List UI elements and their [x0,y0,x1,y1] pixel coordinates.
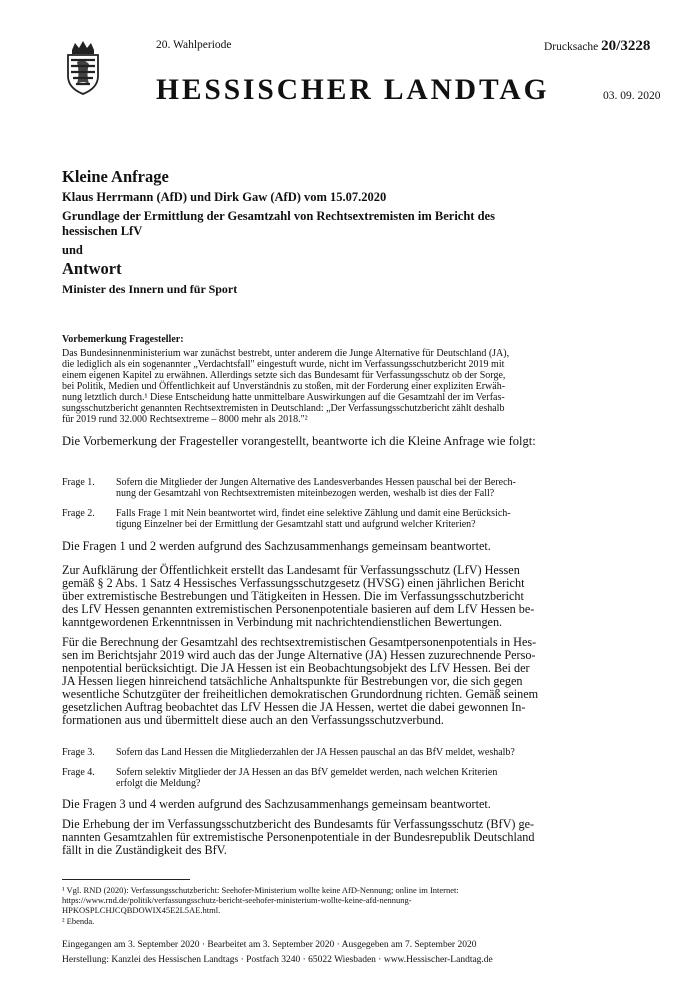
frage-label: Frage 3. [62,747,95,758]
frage-text: tigung Einzelner bei der Ermittlung der Gesamtzahl statt und aufgrund welcher Kriterien? [116,519,476,530]
answer-line: kanntgewordenen Erkenntnissen in Verbindung mit nachrichtendienstlichen Bewertungen. [62,615,503,629]
frage-text: nung der Gesamtzahl von Rechtsextremisten miteinbezogen werden, weshalb ist dies der Fall? [116,488,495,499]
vorbemerkung-line: nung letztlich durch.¹ Diese Entscheidung hatte unmittelbare Auswirkungen auf die Gesamtzahl der im Verfas- [62,392,505,403]
answer-line: nenpotential berücksichtigt. Die JA Hessen ist ein Beobachtungsobjekt des LfV Hessen. Bei der [62,661,530,675]
antwort-heading: Antwort [62,259,122,278]
lead-sentence: Die Vorbemerkung der Fragesteller vorangestellt, beantworte ich die Kleine Anfrage wie folgt: [62,434,536,448]
kleine-anfrage-heading: Kleine Anfrage [62,167,169,186]
wahlperiode: 20. Wahlperiode [156,39,232,51]
frage-label: Frage 2. [62,508,95,519]
answer-line: formationen aus und übermittelt diese auch an den Verfassungsschutzverbund. [62,713,444,727]
frage-text: Falls Frage 1 mit Nein beantwortet wird, findet eine selektive Zählung und damit eine Berücksich- [116,508,511,519]
answer-line: gemäß § 2 Abs. 1 Satz 4 Hessisches Verfassungsschutzgesetz (HVSG) einen jährlichen Bericht [62,576,525,590]
process-dates: Eingegangen am 3. September 2020 · Bearbeitet am 3. September 2020 · Ausgegeben am 7. September 2020 [62,940,477,950]
answer-line: Für die Berechnung der Gesamtzahl des rechtsextremistischen Gesamtpersonenpotentials in Hes- [62,635,537,649]
und-label: und [62,243,83,257]
answer-intro: Die Fragen 1 und 2 werden aufgrund des Sachzusammenhangs gemeinsam beantwortet. [62,539,491,553]
document-date: 03. 09. 2020 [603,90,661,102]
frage-label: Frage 1. [62,477,95,488]
subject [62,209,522,239]
vorbemerkung-line: einem eigenen Kapitel zu erwähnen. Allerdings setzte sich das Bundesamt für Verfassungsschutz ob der Sorge, [62,370,506,381]
drucksache-number: 20/3228 [601,38,651,54]
frage-text: Sofern das Land Hessen die Mitgliederzahlen der JA Hessen pauschal an das BfV meldet, weshalb? [116,747,515,758]
minister: Minister des Innern und für Sport [62,282,238,296]
frage-label: Frage 4. [62,767,95,778]
footnote-line: ² Ebenda. [62,916,95,926]
footnote-divider [62,879,190,880]
authors: Klaus Herrmann (AfD) und Dirk Gaw (AfD) vom 15.07.2020 [62,190,387,204]
answer-line: JA Hessen liegen hinreichend tatsächliche Anhaltspunkte für Bestrebungen vor, die sich gegen [62,674,523,688]
subject-line: hessischen LfV [62,224,143,238]
frage-text: Sofern die Mitglieder der Jungen Alternative des Landesverbandes Hessen pauschal bei der Berech- [116,477,516,488]
vorbemerkung-line: Das Bundesinnenministerium war zunächst bestrebt, unter anderem die Junge Alternative für Deutschland (JA), [62,348,510,359]
footnote-line: ¹ Vgl. RND (2020): Verfassungsschutzbericht: Seehofer-Ministerium wollte keine AfD-Nennung; online im Internet: [62,885,459,895]
drucksache-label: Drucksache [544,41,599,53]
vorbemerkung-line: die lediglich als ein sogenannter „Verdachtsfall" eingestuft wurde, nicht im Verfassungsschutzbericht 2019 mit [62,359,505,370]
imprint: Herstellung: Kanzlei des Hessischen Landtags · Postfach 3240 · 65022 Wiesbaden · www.Hessischer-Landtag.de [62,955,493,965]
answer-line: wesentliche Schutzgüter der freiheitlichen demokratischen Grundordnung richten. Gemäß seinem [62,687,539,701]
subject-line: Grundlage der Ermittlung der Gesamtzahl von Rechtsextremisten im Bericht des [62,209,495,223]
hessen-crest-logo [62,40,104,96]
vorbemerkung-line: bei Politik, Medien und Öffentlichkeit auf Unverständnis zu stoßen, mit der Forderung einer expliziten Erwäh- [62,381,506,392]
footnote-link[interactable]: https://www.rnd.de/politik/verfassungsschutz-bericht-seehofer-ministerium-wollte-keine-afd-nennung- [62,895,412,905]
vorbemerkung-heading: Vorbemerkung Fragesteller: [62,334,184,345]
footnote-link[interactable]: HPKOSPLCHJCQBDOWIX45E2L5AE.html. [62,905,221,915]
drucksache [544,38,650,55]
frage-text: Sofern selektiv Mitglieder der JA Hessen an das BfV gemeldet werden, nach welchen Kriterien [116,767,498,778]
answer-line: fällt in die Zuständigkeit des BfV. [62,843,227,857]
answer-intro: Die Fragen 3 und 4 werden aufgrund des Sachzusammenhangs gemeinsam beantwortet. [62,797,491,811]
answer-line: nannten Gesamtzahlen für extremistische Personenpotentiale in der Bundesrepublik Deutschland [62,830,535,844]
answer-line: Die Erhebung der im Verfassungsschutzbericht des Bundesamts für Verfassungsschutz (BfV) ge- [62,817,535,831]
answer-line: Zur Aufklärung der Öffentlichkeit erstellt das Landesamt für Verfassungsschutz (LfV) Hessen [62,563,520,577]
answer-line: über extremistische Bestrebungen und Tätigkeiten in Hessen. Die im Verfassungsschutzbericht [62,589,524,603]
answer-line: sen im Berichtsjahr 2019 wird auch das der Junge Alternative (JA) Hessen zuzurechnende Perso- [62,648,536,662]
landtag-title: HESSISCHER LANDTAG [156,74,550,106]
answer-line: gesetzlichen Auftrag beobachtet das LfV Hessen die JA Hessen, wertet die dabei gewonnen In- [62,700,526,714]
vorbemerkung-line: sungsschutzbericht genannten Rechtsextremisten in Deutschland: „Der Verfassungsschutzbericht zählt deshalb [62,403,505,414]
vorbemerkung-line: für 2019 rund 32.000 Rechtsextreme – 8000 mehr als 2018."² [62,414,308,425]
frage-text: erfolgt die Meldung? [116,778,201,789]
answer-line: des LfV Hessen genannten extremistischen Personenpotentiale basieren auf dem LfV Hessen be- [62,602,535,616]
